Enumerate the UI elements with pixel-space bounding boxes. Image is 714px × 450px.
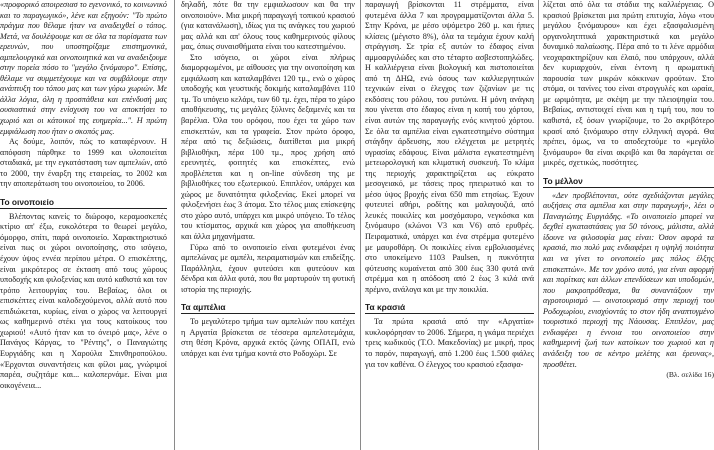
paragraph: Βλέποντας κανείς το διώροφο, κεραμοσκεπές κτίριο απ' έξω, ευκολότερα το θεωρεί μεγάλο, όμορφο, σπίτι, παρά οινοποιείο. Χαρακτηριστικό είναι πως οι χώροι οινοποίησης, στο ισόγειο, έχουν ύψος εννέα περίπου μέτρα. Ο επισκέπτης, είναι μικρότερος σε έκταση από τους χώρους υποδοχής και φιλοξενίας και αυτό καθιστά και τον τρόπο λειτουργίας του. Βεβαίως, όλοι οι επισκέπτες είναι καλοδεχούμενοι, αλλά αυτό που επιδιώκεται, κυρίως, είναι ο χώρος να λειτουργεί ως καθημερινό στέκι για τους κατοίκους του χωριού! «Αυτό ήταν και το όνειρό μας», λένε ο Πανάγος Κάργας, το "Ρέντης", ο Παναγιώτης Ευργιάδης και η Χαρούλα Σπινθηροπούλου. «Έρχονται συναντήσεις και φίλοι μας, γνώριμοί παρέα, συζητάμε και... καλοπερνάμε. Είναι μια οικογένεια...	[0, 211, 167, 390]
article-column-2	[181, 0, 355, 450]
paragraph: παραγωγή βρίσκονται 11 στρέμματα, είναι φυτεμένα άλλα 7 και προγραμματίζονται άλλα 5. Στην Κρόνα, με μέσο υψόμετρο 260 μ. και ήπιες κλίσεις (μέγιστο 8%), όλα τα τεμάχια έχουν καλή στράγγιση. Σε τρία εξ αυτών το έδαφος είναι αμμοαργιλώδες και στο τέταρτο ασβεστοπηλώδες. Η καλλιέργεια είναι βιολογική και πιστοποιείται από τη ΔΗΩ, ενώ όσους των καλλιεργητικών τεχνικών είναι ο έλεγχος των ζιζανίων με τις εκδόσεις του ρόλου, του ρυτώνα. Η μόνη ανάγκη που γίνεται στο έδαφος είναι η κοπή του χόρτου, είναι αυτών της παραγωγής ενός κινητού χόρτου. Σε όλα τα αμπέλια είναι εγκατεστημένο σύστημα στάγδην άρδευσης, που ελέγχεται με μετρητές υγρασίας εδάφους. Είναι μάλιστα εγκατεστημένη μετεωρολογική και κλιματική συσκευή. Το κλίμα της περιοχής χαρακτηρίζεται ως εύκρατο μεσογειακό, με τάσεις προς ηπειρωτικό και το μέσο ύψος βροχής είναι 650 mm ετησίως. Έχουν φυτευτεί αθήρι, ροδίτης και μαλαγουζιά, από λευκές ποικιλίες και μοσχόμαυρο, νεγκόσκα και ξινόμαυρο (κλώνοι V3 και V6) από ερυθρές. Πειραματικά, υπάρχει και ένα στρέμμα φυτεμένο με μαυροθάρη. Οι ποικιλίες είναι εμβολιασμένες στο υποκείμενο 1103 Paulsen, η πυκνότητα φύτευσης κυμαίνεται από 300 έως 330 φυτά ανά στρέμμα και η απόδοση από 2 έως 3 κιλά ανά πρέμνο, ανάλογα και με την ποικιλία.	[365, 0, 534, 294]
paragraph: Τα πρώτα κρασιά από την «Αργατία» κυκλοφόρησαν το 2006. Σήμερα, η γκάμα περιέχει τρεις κωδικούς (Τ.Ο. Μακεδονίας) με μικρή, προς το παρόν, παραγωγή, από 1.200 έως 1.500 φιάλες για τον καθένα. Ο έλεγχος του κρασιού εξασφα-	[365, 317, 534, 369]
article-column-1	[0, 0, 167, 450]
paragraph: Γύρω από το οινοποιείο είναι φυτεμένοι ένας αμπελώνας με αμπέλι, πειραματισμών και επιδείξης. Παράλληλα, έχουν φυτεύσει και φυτεύουν και δένδρα και άλλα φυτά, που θα μαρτυρούν τη φυτική ιστορία της περιοχής.	[181, 242, 355, 294]
section-heading: Τα κρασιά	[365, 302, 534, 314]
paragraph: «προφορικό αποιρεσιασ το εγενονικό, το κοινωνικό και το παραγωγικό», λένε και εξηγούν: "Το πρώτο πράγμα που θέλαμε ήταν να αναδειχθεί ο τόπος. Μετά, να δουλέψουμε και σε όλα τα πορίσματα των ερευνών, που υποστηρίξαμε επιστημονικά, αμπελουργικά και οινοποιητικά και να αναδειξουμε στην πορεία πόσο το "μεγάλο ξινόμαυρο". Επίσης, θέλαμε να συμμετέχουμε και να συμβάλουμε στην ανάπτυξη του τόπου μας και των γύρω χωριών. Με άλλα λόγια, όλη η προσπάθεια και επένδυσή μας ουσιαστικά στην ενίσχυση του να αποκτήσει το χωριό και οι κάτοικοί της ευημερία...". Η πρώτη εμφιάλωση που ήταν ο σκοπός μας.	[0, 0, 167, 136]
paragraph: δηλαδή, πότε θα την εμφιαλωσουν και θα την οινοποιούν». Μια μικρή παραγωγή τοπικού κρασιού (για κατανάλωση), ιδίως για τις ανάγκες του χωριού μας αλλά και απ' όλους τους καθημερινούς φίλους μας, όπως συναισθήματα είναι του κατεστημένου.	[181, 0, 355, 52]
article-column-3	[365, 0, 534, 450]
source-note: (Βλ. σελίδα 16)	[666, 370, 714, 380]
paragraph: λίζεται από όλα τα στάδια της καλλιέργειας. Ο κρασιού βρίσκεται μια πρώτη επιτυχία, λόγω «του μεγάλου ξινόμαυρου» και έχει εξασφαλισμένη οργανολητπτικά χαρακτηριστικά και μεγάλο δυναμικό παλαίωσης. Πέρα από το τι λένε αρμόδια νεοχαρακτηρίζουν και έλαιό, που υπάρχουν, αλλά δεν κυριαρχούν, είναι έντονη η αρωματική παρουσία των μικρών κόκκινων φρούτων. Στο στόμα, οι τανίνες του είναι στρογγυλές και ωραία, με ωριμότητα, με σκέψη με την πλειοψηφία του. Βεβαίως, αντιστοιχεί είναι και η τιμή του, που το καθιστά, εξ όσων γνωρίζουμε, το 2ο ακριβότερο κρασί από ξινόμαυρο στην ελληνική αγορά. Θα πρέπει, όμως, να το αποδεχτούμε το «μεγάλο ξινόμαυρο» θα είναι ακριβό και θα παράγεται σε μικρές, σχετικώς, ποσότητες.	[543, 0, 714, 168]
section-heading: Το οινοποιείο	[0, 197, 167, 209]
quote-paragraph: «Δεν προβλέπονται, ούτε σχεδιάζονται μεγάλες αυξήσεις στα αμπέλια και στην παραγωγή», λέει ο Παναγιώτης Ευργιάδης. «Το οινοποιείο μπορεί να δεχθεί εγκαταστάσεις για 50 τόνους, μάλιστα, αλλά ίδουνε να φιλοσοφία μας είναι: Όσον αφορά τα κρασιά, πιο πολύ μας ενδιαφέρει η υψηλή ποιότητα και να γίνει το οινοποιείο μας πόλος έλξης επισκεπτών». Με τον χρόνο αυτό, για είναι αφορμή και πορίτκας και άλλων επενδύσεων και υποδομών, που μακροπρόθεσμα, θα συναντάξουν την αγροτουρισμό — οινοτουρισμό στην περιοχή του Ροδοχωρίου, ενισχύοντάς το στον ήδη αναπτυγμένο τουριστικό περιοχή της Νάουσας. Επιπλέον, μας ενδιαφέρει η έννοια του οινοποιείου στην καθημερινή ζωή των κατοίκων του χωριού και η ανάδειξη του σε κέντρο μελέτης και έρευνας», προσθέτει.	[543, 190, 714, 369]
column-rule	[360, 0, 361, 450]
article-column-4	[543, 0, 714, 450]
paragraph: Στο ισόγειο, οι χώροι είναι πλήρως διαμορφωμένοι, με αίθουσες για την οινοποίηση και εμφιάλωση και καταλαμβάνει 120 τμ., ενώ ο χώρος υποδοχής και γευστικής δοκιμής καταλαμβάνει 110 τμ. Το υπόγειο κελάρι, των 60 τμ. έχει, πέρα το χώρο αποθήκευσης, τις μεγάλες ξύλινες δεξαμενές και τα βαρέλια. Όλα του ορόφου, που έχει τα χώρο των επισκεπτών, και τα γραφεία. Στον πρώτο όροφο, πέρα από τις δεξιώσεις, διατίθεται μια μικρή βιβλιοθήκη, πέρα 100 τμ., πρoς χρήση από ερευνητές, φοιτητές και επισκέπτες, ενώ προβλέπεται και η on-line σύνδεση της με βιβλιοθήκες του εξωτερικού. Επιπλέον, υπάρχει και χώρος με δυνατότητα φιλοξενίας. Εκεί μπορεί να φιλοξενήσει έως 3 άτομα. Στο τέλος μιας επίσκεψης στο χώρο αυτό, υπάρχει και μικρό υπόγειο. Το τέλος του κτίσματος, αρχικά και χώρος για αποθήκευση και άλλα μηχανήματα.	[181, 52, 355, 242]
section-heading: Το μέλλον	[543, 176, 714, 188]
section-heading: Τα αμπέλια	[181, 302, 355, 314]
paragraph: Το μεγαλύτερο τμήμα των αμπελιών που κατέχει η Αργατία βρίσκεται σε τέσσερα αμπελοτεμάχια, στη θέση Κρόνα, αρχικά εκτός ζώνης ΟΠΑΠ, ενώ υπάρχει και ένα τμήμα κοντά στο Ροδοχώρι. Σε	[181, 317, 355, 358]
column-rule	[174, 0, 175, 450]
column-rule	[538, 0, 539, 450]
paragraph: Ας δούμε, λοιπόν, πώς το καταφέρνουν. Η απόφαση πάρθηκε το 1999 και υλοποιείται σταδιακά, με την εγκατάσταση των αμπελιών, από το 2000, την έναρξη της εταιρείας, το 2002 και την αποπεράτωση του οινοποιείου, το 2006.	[0, 137, 167, 189]
